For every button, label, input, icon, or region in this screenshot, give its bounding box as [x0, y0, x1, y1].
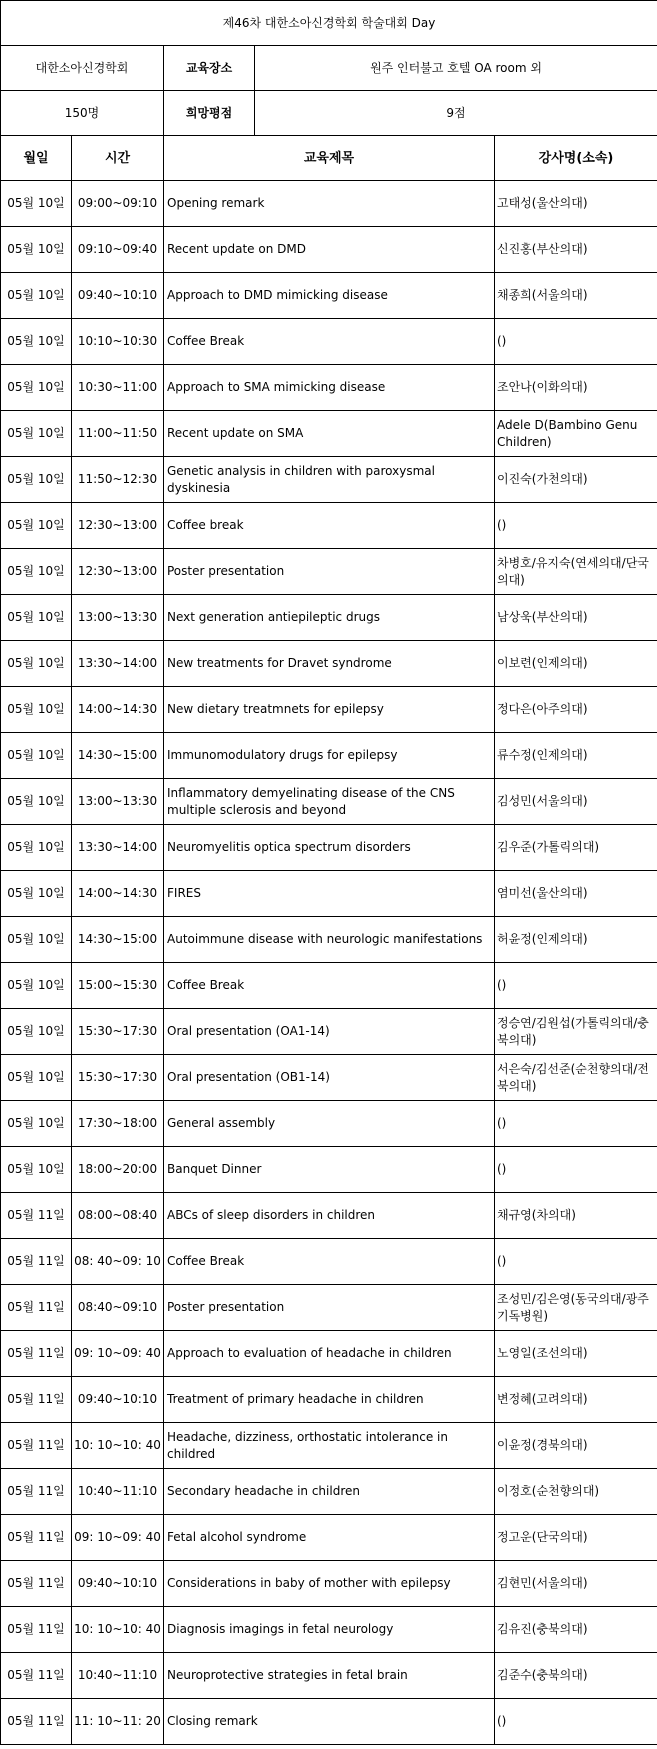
table-row: [1, 1699, 657, 1745]
row-title: Neuroprotective strategies in fetal brain: [164, 1653, 495, 1699]
row-title: Coffee Break: [164, 319, 495, 365]
table-row: [1, 411, 657, 457]
row-speaker: 신진홍(부산의대): [495, 227, 657, 273]
row-title: Headache, dizziness, orthostatic intolerance in childred: [164, 1423, 495, 1469]
row-title: Recent update on DMD: [164, 227, 495, 273]
table-row: [1, 641, 657, 687]
table-row: [1, 871, 657, 917]
title-row: [1, 1, 657, 46]
row-date: 05월 10일: [1, 273, 72, 319]
row-time: 14:00~14:30: [72, 871, 164, 917]
row-date: 05월 10일: [1, 641, 72, 687]
row-time: 09:40~10:10: [72, 273, 164, 319]
row-title: Genetic analysis in children with paroxysmal dyskinesia: [164, 457, 495, 503]
row-speaker: 고태성(울산의대): [495, 181, 657, 227]
row-speaker: 이진숙(가천의대): [495, 457, 657, 503]
row-speaker: 김우준(가톨릭의대): [495, 825, 657, 871]
table-row: [1, 1239, 657, 1285]
table-row: [1, 1515, 657, 1561]
column-header-date: 월일: [1, 136, 72, 181]
table-row: [1, 825, 657, 871]
table-row: [1, 1561, 657, 1607]
table-row: [1, 917, 657, 963]
row-date: 05월 11일: [1, 1285, 72, 1331]
row-speaker: 류수정(인제의대): [495, 733, 657, 779]
row-time: 10:40~11:10: [72, 1653, 164, 1699]
row-time: 17:30~18:00: [72, 1101, 164, 1147]
table-row: [1, 549, 657, 595]
table-row: [1, 1009, 657, 1055]
table-row: [1, 1285, 657, 1331]
column-header-speaker: 강사명(소속): [495, 136, 657, 181]
row-time: 09:10~09:40: [72, 227, 164, 273]
row-date: 05월 11일: [1, 1423, 72, 1469]
row-title: Considerations in baby of mother with epilepsy: [164, 1561, 495, 1607]
table-row: [1, 779, 657, 825]
row-speaker: 조안나(이화의대): [495, 365, 657, 411]
table-row: [1, 1377, 657, 1423]
row-date: 05월 11일: [1, 1239, 72, 1285]
row-time: 13:30~14:00: [72, 641, 164, 687]
table-row: [1, 687, 657, 733]
row-time: 10:30~11:00: [72, 365, 164, 411]
row-time: 14:30~15:00: [72, 733, 164, 779]
row-speaker: 조성민/김은영(동국의대/광주기독병원): [495, 1285, 657, 1331]
row-title: Oral presentation (OB1-14): [164, 1055, 495, 1101]
row-title: Diagnosis imagings in fetal neurology: [164, 1607, 495, 1653]
row-date: 05월 11일: [1, 1515, 72, 1561]
row-title: Treatment of primary headache in children: [164, 1377, 495, 1423]
row-time: 10:40~11:10: [72, 1469, 164, 1515]
row-title: Banquet Dinner: [164, 1147, 495, 1193]
row-speaker: 채규영(차의대): [495, 1193, 657, 1239]
row-date: 05월 10일: [1, 687, 72, 733]
row-time: 09:40~10:10: [72, 1377, 164, 1423]
row-time: 09: 10~09: 40: [72, 1331, 164, 1377]
row-title: ABCs of sleep disorders in children: [164, 1193, 495, 1239]
row-title: Inflammatory demyelinating disease of the CNS multiple sclerosis and beyond: [164, 779, 495, 825]
row-speaker: 이정호(순천향의대): [495, 1469, 657, 1515]
row-time: 15:30~17:30: [72, 1009, 164, 1055]
table-row: [1, 1147, 657, 1193]
row-date: 05월 10일: [1, 1101, 72, 1147]
table-row: [1, 1331, 657, 1377]
row-speaker: 남상욱(부산의대): [495, 595, 657, 641]
row-date: 05월 10일: [1, 411, 72, 457]
row-title: New treatments for Dravet syndrome: [164, 641, 495, 687]
row-speaker: (): [495, 503, 657, 549]
table-row: [1, 227, 657, 273]
row-date: 05월 10일: [1, 503, 72, 549]
row-time: 08: 40~09: 10: [72, 1239, 164, 1285]
row-date: 05월 10일: [1, 365, 72, 411]
row-speaker: 김준수(충북의대): [495, 1653, 657, 1699]
row-speaker: (): [495, 1147, 657, 1193]
row-speaker: 차병호/유지숙(연세의대/단국의대): [495, 549, 657, 595]
row-date: 05월 11일: [1, 1653, 72, 1699]
row-title: Neuromyelitis optica spectrum disorders: [164, 825, 495, 871]
row-date: 05월 10일: [1, 963, 72, 1009]
row-date: 05월 10일: [1, 1147, 72, 1193]
venue-value: 원주 인터불고 호텔 OA room 외: [370, 60, 542, 75]
row-title: Coffee Break: [164, 1239, 495, 1285]
row-time: 09: 10~09: 40: [72, 1515, 164, 1561]
row-date: 05월 10일: [1, 457, 72, 503]
row-speaker: (): [495, 1239, 657, 1285]
row-time: 18:00~20:00: [72, 1147, 164, 1193]
credit-value: 9점: [446, 105, 466, 120]
row-date: 05월 11일: [1, 1331, 72, 1377]
venue-label: 교육장소: [164, 46, 255, 90]
row-time: 08:00~08:40: [72, 1193, 164, 1239]
row-title: New dietary treatmnets for epilepsy: [164, 687, 495, 733]
table-row: [1, 503, 657, 549]
table-row: [1, 1469, 657, 1515]
row-title: Immunomodulatory drugs for epilepsy: [164, 733, 495, 779]
row-time: 15:30~17:30: [72, 1055, 164, 1101]
row-time: 11:50~12:30: [72, 457, 164, 503]
row-title: Approach to SMA mimicking disease: [164, 365, 495, 411]
row-date: 05월 10일: [1, 595, 72, 641]
row-date: 05월 10일: [1, 227, 72, 273]
row-date: 05월 11일: [1, 1699, 72, 1745]
row-time: 12:30~13:00: [72, 503, 164, 549]
info-split: [164, 46, 657, 90]
row-title: Poster presentation: [164, 549, 495, 595]
row-time: 10:10~10:30: [72, 319, 164, 365]
row-time: 09:40~10:10: [72, 1561, 164, 1607]
row-speaker: 정고운(단국의대): [495, 1515, 657, 1561]
table-row: [1, 457, 657, 503]
row-speaker: 허윤정(인제의대): [495, 917, 657, 963]
row-speaker: 이윤정(경북의대): [495, 1423, 657, 1469]
row-date: 05월 10일: [1, 779, 72, 825]
table-row: [1, 963, 657, 1009]
event-title: 제46차 대한소아신경학회 학술대회 Day: [1, 1, 657, 46]
row-date: 05월 10일: [1, 917, 72, 963]
capacity-value: 150명: [1, 91, 164, 136]
row-title: General assembly: [164, 1101, 495, 1147]
row-speaker: 변정혜(고려의대): [495, 1377, 657, 1423]
row-speaker: 김현민(서울의대): [495, 1561, 657, 1607]
row-speaker: 염미선(울산의대): [495, 871, 657, 917]
table-row: [1, 365, 657, 411]
table-row: [1, 733, 657, 779]
row-date: 05월 11일: [1, 1561, 72, 1607]
row-date: 05월 10일: [1, 1055, 72, 1101]
row-speaker: (): [495, 319, 657, 365]
table-row: [1, 595, 657, 641]
table-row: [1, 1607, 657, 1653]
row-speaker: Adele D(Bambino Genu Children): [495, 411, 657, 457]
row-title: Oral presentation (OA1-14): [164, 1009, 495, 1055]
row-time: 13:00~13:30: [72, 779, 164, 825]
table-row: [1, 1653, 657, 1699]
row-time: 10: 10~10: 40: [72, 1423, 164, 1469]
row-time: 13:00~13:30: [72, 595, 164, 641]
row-speaker: (): [495, 1101, 657, 1147]
credit-label-group: [164, 91, 657, 136]
row-time: 13:30~14:00: [72, 825, 164, 871]
row-date: 05월 11일: [1, 1193, 72, 1239]
capacity-row: [1, 91, 657, 136]
row-speaker: 김성민(서울의대): [495, 779, 657, 825]
row-date: 05월 10일: [1, 825, 72, 871]
row-title: Autoimmune disease with neurologic manifestations: [164, 917, 495, 963]
row-title: FIRES: [164, 871, 495, 917]
table-row: [1, 319, 657, 365]
column-header-title: 교육제목: [164, 136, 495, 181]
venue-row: [1, 46, 657, 91]
row-date: 05월 11일: [1, 1377, 72, 1423]
credit-label: 희망평점: [164, 91, 255, 135]
row-title: Closing remark: [164, 1699, 495, 1745]
row-date: 05월 11일: [1, 1607, 72, 1653]
table-row: [1, 1055, 657, 1101]
venue-label-group: [164, 46, 657, 91]
row-speaker: (): [495, 963, 657, 1009]
row-title: Opening remark: [164, 181, 495, 227]
row-title: Approach to evaluation of headache in children: [164, 1331, 495, 1377]
table-row: [1, 1423, 657, 1469]
row-speaker: 이보련(인제의대): [495, 641, 657, 687]
row-date: 05월 10일: [1, 733, 72, 779]
row-date: 05월 10일: [1, 871, 72, 917]
row-title: Fetal alcohol syndrome: [164, 1515, 495, 1561]
row-speaker: 노영일(조선의대): [495, 1331, 657, 1377]
row-time: 11: 10~11: 20: [72, 1699, 164, 1745]
row-speaker: 서은숙/김선준(순천향의대/전북의대): [495, 1055, 657, 1101]
row-date: 05월 10일: [1, 1009, 72, 1055]
row-title: Poster presentation: [164, 1285, 495, 1331]
column-header-time: 시간: [72, 136, 164, 181]
row-speaker: 정승연/김원섭(가톨릭의대/충북의대): [495, 1009, 657, 1055]
info-split: [164, 91, 657, 135]
row-time: 10: 10~10: 40: [72, 1607, 164, 1653]
row-speaker: 정다은(아주의대): [495, 687, 657, 733]
row-time: 09:00~09:10: [72, 181, 164, 227]
row-speaker: (): [495, 1699, 657, 1745]
row-title: Coffee break: [164, 503, 495, 549]
row-title: Approach to DMD mimicking disease: [164, 273, 495, 319]
row-speaker: 김유진(충북의대): [495, 1607, 657, 1653]
row-date: 05월 11일: [1, 1469, 72, 1515]
row-time: 15:00~15:30: [72, 963, 164, 1009]
row-date: 05월 10일: [1, 181, 72, 227]
row-title: Next generation antiepileptic drugs: [164, 595, 495, 641]
row-title: Secondary headache in children: [164, 1469, 495, 1515]
row-time: 11:00~11:50: [72, 411, 164, 457]
row-time: 08:40~09:10: [72, 1285, 164, 1331]
row-date: 05월 10일: [1, 319, 72, 365]
organizer-name: 대한소아신경학회: [1, 46, 164, 91]
table-row: [1, 1101, 657, 1147]
row-time: 12:30~13:00: [72, 549, 164, 595]
row-speaker: 채종희(서울의대): [495, 273, 657, 319]
table-row: [1, 273, 657, 319]
column-header-row: [1, 136, 657, 181]
table-row: [1, 181, 657, 227]
table-row: [1, 1193, 657, 1239]
row-title: Recent update on SMA: [164, 411, 495, 457]
row-time: 14:30~15:00: [72, 917, 164, 963]
row-title: Coffee Break: [164, 963, 495, 1009]
row-date: 05월 10일: [1, 549, 72, 595]
row-time: 14:00~14:30: [72, 687, 164, 733]
